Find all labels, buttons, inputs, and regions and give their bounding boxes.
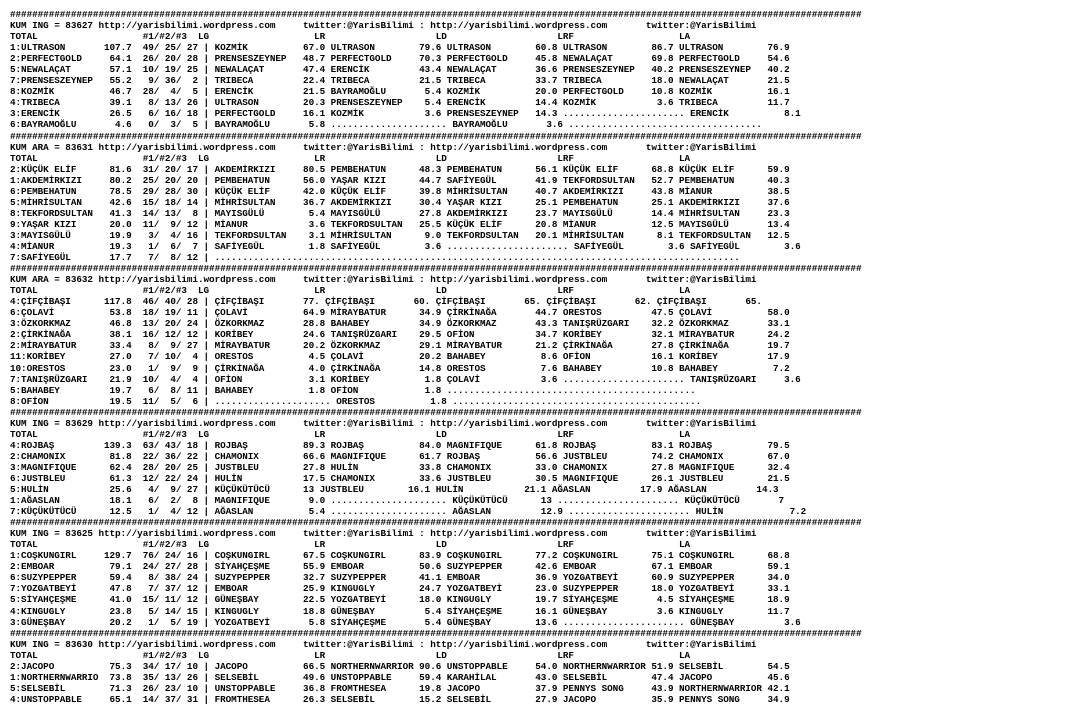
race-block <box>10 517 1077 627</box>
result-row: 2:EMBOAR 79.1 24/ 27/ 28 | SİYAHÇEŞME 55.9 EMBOAR 50.6 SUZYPEPPER 42.6 EMBOAR 67.1 EMBOAR 59.1 <box>10 561 790 573</box>
result-row: 11:KORİBEY 27.0 7/ 10/ 4 | ORESTOS 4.5 ÇOLAVİ 20.2 BAHABEY 8.6 OFİON 16.1 KORİBEY 17.9 <box>10 351 790 363</box>
column-header: TOTAL #1/#2/#3 LG LR LD LRF LA <box>10 152 691 164</box>
result-row: 9:YAŞAR KIZI 20.0 11/ 9/ 12 | MİANUR 3.6 TEKFORDSULTAN 25.5 KÜÇÜK ELİF 20.8 MİANUR 12.5 MAYISGÜLÜ 13.4 <box>10 218 790 230</box>
result-row: 6:PEMBEHATUN 78.5 29/ 28/ 30 | KÜÇÜK ELİF 42.0 KÜÇÜK ELİF 39.8 MİHRİSULTAN 40.7 AKDEMİRKIZI 43.8 MİANUR 38.5 <box>10 185 790 197</box>
column-header: TOTAL #1/#2/#3 LG LR LD LRF LA <box>10 539 691 551</box>
race-block <box>10 407 1077 517</box>
result-row: 8:OFİON 19.5 11/ 5/ 6 | ..................... ORESTOS 1.8 ............................................. <box>10 395 702 407</box>
column-header: TOTAL #1/#2/#3 LG LR LD LRF LA <box>10 649 691 661</box>
result-row: 2:PERFECTGOLD 64.1 26/ 20/ 28 | PRENSESZEYNEP 48.7 PERFECTGOLD 70.3 PERFECTGOLD 45.8 NEWALAÇAT 69.8 PERFECTGOLD 54.6 <box>10 53 790 65</box>
separator-line: ########################################################################################################################################################## <box>10 517 862 529</box>
result-row: 5:SİYAHÇEŞME 41.0 15/ 11/ 12 | GÜNEŞBAY 22.5 YOZGATBEYİ 18.0 KINGUGLY 19.7 SİYAHÇEŞME 4.5 SİYAHÇEŞME 18.9 <box>10 594 790 606</box>
result-row: 7:TANIŞRÜZGARI 21.9 10/ 4/ 4 | OFİON 3.1 KORİBEY 1.8 ÇOLAVİ 3.6 ...................... TANIŞRÜZGARI 3.6 <box>10 373 801 385</box>
separator-line: ########################################################################################################################################################## <box>10 130 862 142</box>
result-row: 6:BAYRAMOĞLU 4.6 0/ 3/ 5 | BAYRAMOĞLU 5.8 ..................... BAYRAMOĞLU 3.6 ................................... <box>10 119 762 131</box>
race-header: KUM ING = 83630 http://yarisbilimi.wordpress.com twitter:@YarisBilimi : http://yarisbilimi.wordpress.com twitter:@YarisBilimi <box>10 638 757 650</box>
result-row: 8:TEKFORDSULTAN 41.3 14/ 13/ 8 | MAYISGÜLÜ 5.4 MAYISGÜLÜ 27.8 AKDEMİRKIZI 23.7 MAYISGÜLÜ 14.4 MİHRİSULTAN 23.3 <box>10 207 790 219</box>
result-row: 2:MİRAYBATUR 33.4 8/ 9/ 27 | MİRAYBATUR 20.2 ÖZKORKMAZ 29.1 MİRAYBATUR 21.2 ÇİRKİNAĞA 27.8 ÇİRKİNAĞA 19.7 <box>10 340 790 352</box>
result-row: 6:SUZYPEPPER 59.4 8/ 38/ 24 | SUZYPEPPER 32.7 SUZYPEPPER 41.1 EMBOAR 36.9 YOZGATBEYİ 60.9 SUZYPEPPER 34.0 <box>10 572 790 584</box>
result-row: 4:ÇİFÇİBAŞI 117.8 46/ 40/ 28 | ÇİFÇİBAŞI 77. ÇİFÇİBAŞI 60. ÇİFÇİBAŞI 65. ÇİFÇİBAŞI 62. ÇİFÇİBAŞI 65. <box>10 296 762 308</box>
result-row: 4:TRIBECA 39.1 8/ 13/ 26 | ULTRASON 20.3 PRENSESZEYNEP 5.4 ERENCİK 14.4 KOZMİK 3.6 TRIBECA 11.7 <box>10 97 790 109</box>
result-row: 4:ROJBAŞ 139.3 63/ 43/ 18 | ROJBAŞ 89.3 ROJBAŞ 84.0 MAGNIFIQUE 61.8 ROJBAŞ 83.1 ROJBAŞ 79.5 <box>10 439 790 451</box>
separator-line: ########################################################################################################################################################## <box>10 9 862 20</box>
result-row: 7:PRENSESZEYNEP 55.2 9/ 36/ 2 | TRIBECA 22.4 TRIBECA 21.5 TRIBECA 33.7 TRIBECA 18.0 NEWALAÇAT 21.5 <box>10 75 790 87</box>
result-row: 4:KINGUGLY 23.8 5/ 14/ 15 | KINGUGLY 18.8 GÜNEŞBAY 5.4 SİYAHÇEŞME 16.1 GÜNEŞBAY 3.6 KINGUGLY 11.7 <box>10 605 790 617</box>
result-row: 4:MİANUR 19.3 1/ 6/ 7 | SAFİYEGÜL 1.8 SAFİYEGÜL 3.6 ...................... SAFİYEGÜL 3.6 SAFİYEGÜL 3.6 <box>10 240 801 252</box>
result-row: 1:AĞASLAN 18.1 6/ 2/ 8 | MAGNIFIQUE 9.0 ..................... KÜÇÜKÜTÜCÜ 13 ...................... KÜÇÜKÜTÜCÜ 7 <box>10 495 785 507</box>
column-header: TOTAL #1/#2/#3 LG LR LD LRF LA <box>10 31 691 43</box>
result-row: 5:BAHABEY 19.7 6/ 8/ 11 | BAHABEY 1.8 OFİON 1.8 ............................................. <box>10 384 696 396</box>
column-header: TOTAL #1/#2/#3 LG LR LD LRF LA <box>10 428 691 440</box>
result-row: 4:UNSTOPPABLE 65.1 14/ 37/ 31 | FROMTHESEA 26.3 SELSEBİL 15.2 SELSEBİL 27.9 JACOPO 35.9 PENNYS SONG 34.9 <box>10 693 790 705</box>
race-header: KUM ING = 83625 http://yarisbilimi.wordpress.com twitter:@YarisBilimi : http://yarisbilimi.wordpress.com twitter:@YarisBilimi <box>10 528 757 540</box>
result-row: 1:AKDEMİRKIZI 80.2 25/ 20/ 20 | PEMBEHATUN 56.0 YAŞAR KIZI 44.7 SAFİYEGÜL 41.9 TEKFORDSULTAN 52.7 PEMBEHATUN 40.3 <box>10 174 790 186</box>
result-row: 10:ORESTOS 23.0 1/ 9/ 9 | ÇİRKİNAĞA 4.0 ÇİRKİNAĞA 14.8 ORESTOS 7.6 BAHABEY 10.8 BAHABEY 7.2 <box>10 362 790 374</box>
result-row: 1:COŞKUNGIRL 129.7 76/ 24/ 16 | COŞKUNGIRL 67.5 COŞKUNGIRL 83.9 COŞKUNGIRL 77.2 COŞKUNGIRL 75.1 COŞKUNGIRL 68.8 <box>10 550 790 562</box>
race-block <box>10 263 1077 407</box>
race-block <box>10 9 1077 131</box>
result-row: 3:MAYISGÜLÜ 19.9 3/ 4/ 16 | TEKFORDSULTAN 3.1 MİHRİSULTAN 9.0 TEKFORDSULTAN 20.1 MİHRİSULTAN 8.1 TEKFORDSULTAN 12.5 <box>10 229 790 241</box>
result-row: 6:ÇOLAVİ 53.8 18/ 19/ 11 | ÇOLAVİ 64.9 MİRAYBATUR 34.9 ÇİRKİNAĞA 44.7 ORESTOS 47.5 ÇOLAVİ 58.0 <box>10 307 790 319</box>
separator-line: ########################################################################################################################################################## <box>10 627 862 639</box>
result-row: 3:ERENCİK 26.5 6/ 16/ 18 | PERFECTGOLD 16.1 KOZMİK 3.6 PRENSESZEYNEP 14.3 ...................... ERENCİK 8.1 <box>10 108 801 120</box>
result-row: 7:SAFİYEGÜL 17.7 7/ 8/ 12 | ............................................................................................... <box>10 252 740 264</box>
race-header: KUM ING = 83627 http://yarisbilimi.wordpress.com twitter:@YarisBilimi : http://yarisbilimi.wordpress.com twitter:@YarisBilimi <box>10 20 757 32</box>
result-row: 3:MAGNIFIQUE 62.4 28/ 20/ 25 | JUSTBLEU 27.8 HULİN 33.8 CHAMONIX 33.0 CHAMONIX 27.8 MAGNIFIQUE 32.4 <box>10 461 790 473</box>
result-row: 3:ÖZKORKMAZ 46.8 13/ 20/ 24 | ÖZKORKMAZ 28.8 BAHABEY 34.9 ÖZKORKMAZ 43.3 TANIŞRÜZGARI 32.2 ÖZKORKMAZ 33.1 <box>10 318 790 330</box>
race-block <box>10 131 1077 264</box>
result-row: 5:MİHRİSULTAN 42.6 15/ 18/ 14 | MİHRİSULTAN 36.7 AKDEMİRKIZI 30.4 YAŞAR KIZI 25.1 PEMBEHATUN 25.1 AKDEMİRKIZI 37.6 <box>10 196 790 208</box>
result-row: 6:JUSTBLEU 61.3 12/ 22/ 24 | HULİN 17.5 CHAMONIX 33.6 JUSTBLEU 30.5 MAGNIFIQUE 26.1 JUSTBLEU 21.5 <box>10 472 790 484</box>
race-header: KUM ING = 83629 http://yarisbilimi.wordpress.com twitter:@YarisBilimi : http://yarisbilimi.wordpress.com twitter:@YarisBilimi <box>10 417 757 429</box>
race-header: KUM ARA = 83631 http://yarisbilimi.wordpress.com twitter:@YarisBilimi : http://yarisbilimi.wordpress.com twitter:@YarisBilimi <box>10 141 757 153</box>
result-row: 1:NORTHERNWARRIO 73.8 35/ 13/ 26 | SELSEBİL 49.6 UNSTOPPABLE 59.4 KARAHİLAL 43.0 SELSEBİL 47.4 JACOPO 45.6 <box>10 671 790 683</box>
race-header: KUM ARA = 83632 http://yarisbilimi.wordpress.com twitter:@YarisBilimi : http://yarisbilimi.wordpress.com twitter:@YarisBilimi <box>10 274 757 286</box>
result-row: 7:KÜÇÜKÜTÜCÜ 12.5 1/ 4/ 12 | AĞASLAN 5.4 ..................... AĞASLAN 12.9 ...................... HULİN 7.2 <box>10 506 807 518</box>
race-block <box>10 628 1077 705</box>
separator-line: ########################################################################################################################################################## <box>10 263 862 275</box>
result-row: 5:HULİN 25.6 4/ 9/ 27 | KÜÇÜKÜTÜCÜ 13 JUSTBLEU 16.1 HULİN 21.1 AĞASLAN 17.9 AĞASLAN 14.3 <box>10 484 779 496</box>
result-row: 2:CHAMONIX 81.8 22/ 36/ 22 | CHAMONIX 66.6 MAGNIFIQUE 61.7 ROJBAŞ 56.6 JUSTBLEU 74.2 CHAMONIX 67.0 <box>10 450 790 462</box>
separator-line: ########################################################################################################################################################## <box>10 406 862 418</box>
result-row: 2:KÜÇÜK ELİF 81.6 31/ 20/ 17 | AKDEMİRKIZI 80.5 PEMBEHATUN 48.3 PEMBEHATUN 56.1 KÜÇÜK ELİF 68.8 KÜÇÜK ELİF 59.9 <box>10 163 790 175</box>
result-row: 5:SELSEBİL 71.3 26/ 23/ 10 | UNSTOPPABLE 36.8 FROMTHESEA 19.8 JACOPO 37.9 PENNYS SONG 43.9 NORTHERNWARRIOR 42.1 <box>10 682 790 694</box>
result-row: 1:ULTRASON 107.7 49/ 25/ 27 | KOZMİK 67.0 ULTRASON 79.6 ULTRASON 60.8 ULTRASON 86.7 ULTRASON 76.9 <box>10 42 790 54</box>
result-row: 2:JACOPO 75.3 34/ 17/ 10 | JACOPO 66.5 NORTHERNWARRIOR 90.6 UNSTOPPABLE 54.0 NORTHERNWARRIOR 51.9 SELSEBİL 54.5 <box>10 660 790 672</box>
result-row: 3:GÜNEŞBAY 20.2 1/ 5/ 19 | YOZGATBEYİ 5.8 SİYAHÇEŞME 5.4 GÜNEŞBAY 13.6 ...................... GÜNEŞBAY 3.6 <box>10 616 801 628</box>
result-row: 8:KOZMİK 46.7 28/ 4/ 5 | ERENCİK 21.5 BAYRAMOĞLU 5.4 KOZMİK 20.0 PERFECTGOLD 10.8 KOZMİK 16.1 <box>10 86 790 98</box>
result-row: 7:YOZGATBEYİ 47.8 7/ 37/ 12 | EMBOAR 25.9 KINGUGLY 24.7 YOZGATBEYİ 23.0 SUZYPEPPER 18.0 YOZGATBEYİ 33.1 <box>10 583 790 595</box>
column-header: TOTAL #1/#2/#3 LG LR LD LRF LA <box>10 285 691 297</box>
result-row: 2:ÇİRKİNAĞA 38.1 16/ 12/ 12 | KORİBEY 24.6 TANIŞRÜZGARI 29.5 OFİON 34.7 KORİBEY 32.1 MİRAYBATUR 24.2 <box>10 329 790 341</box>
result-row: 5:NEWALAÇAT 57.1 10/ 19/ 25 | NEWALAÇAT 47.4 ERENCİK 43.4 NEWALAÇAT 36.6 PRENSESZEYNEP 40.2 PRENSESZEYNEP 40.2 <box>10 64 790 76</box>
